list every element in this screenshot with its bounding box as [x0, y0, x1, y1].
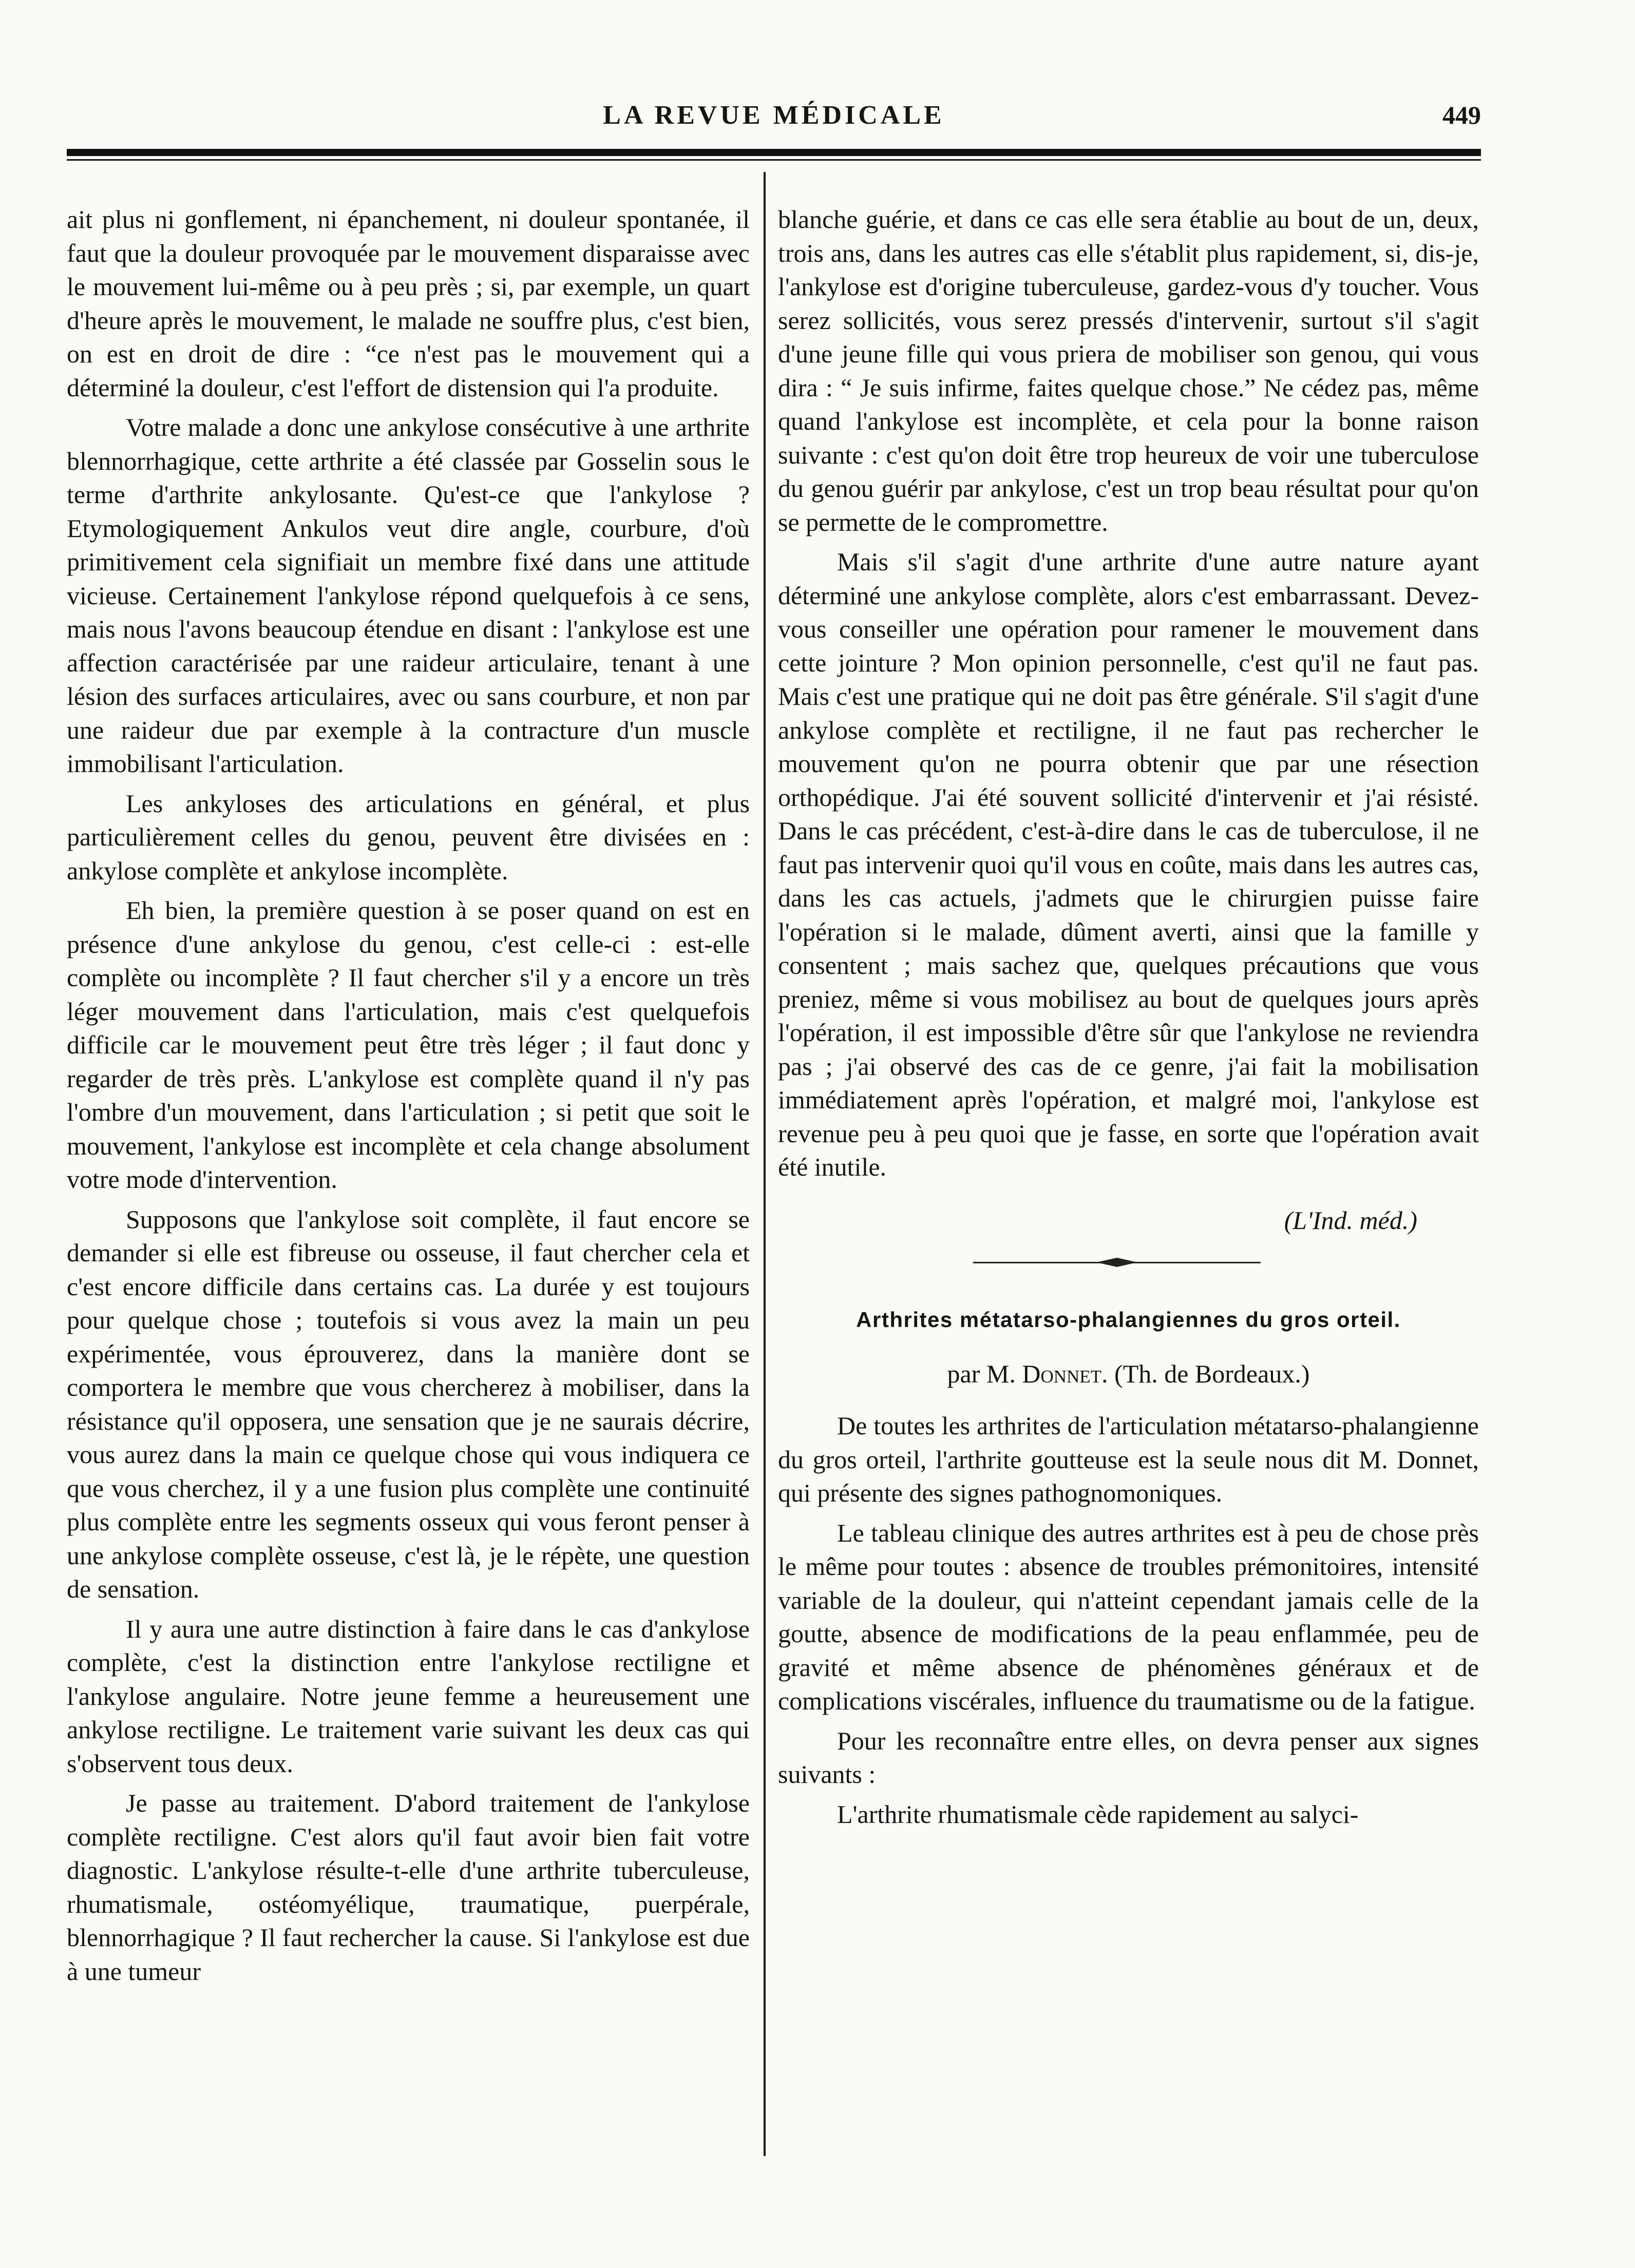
header-rule — [67, 149, 1481, 156]
paragraph: Votre malade a donc une ankylose consécutive à une arthrite blennorrhagique, cette arthrite a été classée par Gosselin sous le terme d'arthrite ankylosante. Qu'est-ce que l'ankylose ? Etymologiquement Ankulos veut dire angle, courbure, d'où primitivement cela signifiait un membre fixé dans une attitude vicieuse. Certainement l'ankylose répond quelquefois à ce sens, mais nous l'avons beaucoup étendue en disant : l'ankylose est une affection caractérisée par une raideur articulaire, tenant à une lésion des surfaces articulaires, avec ou sans courbure, et non par une raideur due par exemple à la contracture d'un muscle immobilisant l'articulation. — [67, 413, 750, 778]
paragraph: Les ankyloses des articulations en général, et plus particulièrement celles du genou, peuvent être divisées en : ankylose complète et ankylose incomplète. — [67, 789, 750, 885]
paragraph: Pour les reconnaître entre elles, on devra penser aux signes suivants : — [778, 1726, 1479, 1789]
paragraph: Il y aura une autre distinction à faire dans le cas d'ankylose complète, c'est la distinction entre l'ankylose rectiligne et l'ankylose angulaire. Notre jeune femme a heureusement une ankylose rectiligne. Le traitement varie suivant les deux cas qui s'observent tous deux. — [67, 1614, 750, 1778]
page-number: 449 — [1442, 101, 1481, 129]
article-byline: par M. Donnet. (Th. de Bordeaux.) — [947, 1359, 1310, 1388]
article-title: Arthrites métatarso-phalangiennes du gros orteil. — [856, 1308, 1401, 1332]
paragraph: blanche guérie, et dans ce cas elle sera établie au bout de un, deux, trois ans, dans les autres cas elle s'établit plus rapidement, si, dis-je, l'ankylose est d'origine tuberculeuse, gardez-vous d'y toucher. Vous serez sollicités, vous serez pressés d'intervenir, surtout s'il s'agit d'une jeune fille qui vous priera de mobiliser son genou, qui vous dira : “ Je suis infirme, faites quelque chose.” Ne cédez pas, même quand l'ankylose est incomplète, et cela pour la bonne raison suivante : c'est qu'on doit être trop heureux de voir une tuberculose du genou guérir par ankylose, c'est un trop beau résultat pour qu'on se permette de le compromettre. — [778, 205, 1479, 536]
right-column — [778, 203, 1479, 1831]
paragraph: Eh bien, la première question à se poser quand on est en présence d'une ankylose du genou, c'est celle-ci : est-elle complète ou incomplète ? Il faut chercher s'il y a encore un très léger mouvement dans l'articulation, mais c'est quelquefois difficile car le mouvement peut être très léger ; il faut donc y regarder de très près. L'ankylose est complète quand il n'y pas l'ombre d'un mouvement, dans l'articulation ; si petit que soit le mouvement, l'ankylose est incomplète et cela change absolument votre mode d'intervention. — [67, 896, 750, 1194]
paragraph: Supposons que l'ankylose soit complète, il faut encore se demander si elle est fibreuse ou osseuse, il faut chercher cela et c'est encore difficile dans certains cas. La durée y est toujours pour quelque chose ; toutefois si vous avez la main un peu expérimentée, vous éprouverez, dans la manière dont se comportera le membre que vous chercherez à mobiliser, dans la résistance qu'il opposera, une sensation que je ne saurais décrire, vous aurez dans la main ce quelque chose qui vous indiquera ce que vous cherchez, il y a une fusion plus complète une continuité plus complète entre les segments osseux qui vous feront penser à une ankylose complète osseuse, c'est là, je le répète, une question de sensation. — [67, 1204, 750, 1603]
source-citation: (L'Ind. méd.) — [1284, 1205, 1417, 1235]
author-name: Donnet. — [1022, 1359, 1108, 1388]
paragraph: De toutes les arthrites de l'articulation métatarso-phalangienne du gros orteil, l'arthrite goutteuse est la seule nous dit M. Donnet, qui présente des signes pathognomoniques. — [778, 1411, 1479, 1507]
journal-title: LA REVUE MÉDICALE — [603, 101, 945, 130]
left-column — [67, 203, 750, 1988]
header-rule-thin — [67, 159, 1481, 161]
running-header — [67, 100, 1481, 136]
section-divider-ornament — [778, 1242, 1479, 1283]
paragraph: L'arthrite rhumatismale cède rapidement au salyci- — [837, 1799, 1359, 1829]
paragraph: ait plus ni gonflement, ni épanchement, ni douleur spontanée, il faut que la douleur provoquée par le mouvement disparaisse avec le mouvement lui-même ou à peu près ; si, par exemple, un quart d'heure après le mouvement, le malade ne souffre plus, c'est bien, on est en droit de dire : “ce n'est pas le mouvement qui a déterminé la douleur, c'est l'effort de distension qui l'a produite. — [67, 205, 750, 402]
paragraph: Je passe au traitement. D'abord traitement de l'ankylose complète rectiligne. C'est alors qu'il faut avoir bien fait votre diagnostic. L'ankylose résulte-t-elle d'une arthrite tuberculeuse, rhumatismale, ostéomyélique, traumatique, puerpérale, blennorrhagique ? Il faut rechercher la cause. Si l'ankylose est due à une tumeur — [67, 1789, 750, 1986]
column-divider — [764, 172, 766, 2156]
paragraph: Mais s'il s'agit d'une arthrite d'une autre nature ayant déterminé une ankylose complète, alors c'est embarrassant. Devez-vous conseiller une opération pour ramener le mouvement dans cette jointure ? Mon opinion personnelle, c'est qu'il ne faut pas. Mais c'est une pratique qui ne doit pas être générale. S'il s'agit d'une ankylose complète et rectiligne, il ne faut pas rechercher le mouvement qu'on ne pourra obtenir que par une résection orthopédique. J'ai été souvent sollicité d'intervenir et j'ai résisté. Dans le cas précédent, c'est-à-dire dans le cas de tuberculose, il ne faut pas intervenir quoi qu'il vous en coûte, mais dans les autres cas, dans les cas actuels, j'admets que le chirurgien puisse faire l'opération si le malade, dûment averti, ainsi que la famille y consentent ; mais sachez que, quelques précautions que vous preniez, même si vous mobilisez au bout de quelques jours après l'opération, il est impossible d'être sûr que l'ankylose ne reviendra pas ; j'ai observé des cas de ce genre, j'ai fait la mobilisation immédiatement après l'opération, et malgré moi, l'ankylose est revenue peu à peu quoi que je fasse, en sorte que l'opération avait été inutile. — [778, 547, 1479, 1181]
paragraph: Le tableau clinique des autres arthrites est à peu de chose près le même pour toutes : absence de troubles prémonitoires, intensité variable de la douleur, qui n'atteint cependant jamais celle de la goutte, absence de modifications de la peau enflammée, peu de gravité et même absence de phénomènes généraux et de complications viscérales, influence du traumatisme ou de la fatigue. — [778, 1518, 1479, 1715]
